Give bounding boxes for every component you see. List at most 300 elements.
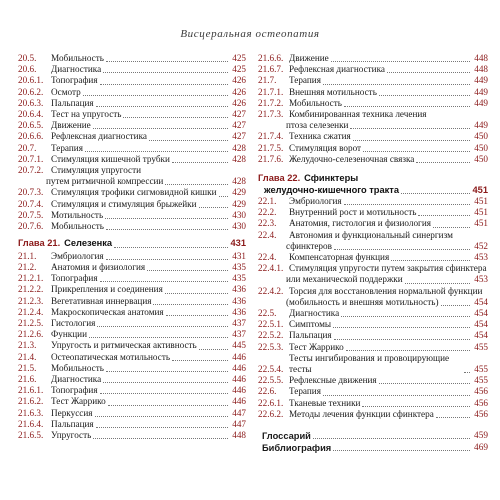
toc-entry-title: Терапия [289, 75, 321, 86]
chapter-label: Глава 21. [18, 238, 61, 249]
toc-entry-title: Диагностика [51, 64, 102, 75]
leader-dots [105, 218, 228, 219]
toc-entry-number: 22.4.1. [258, 263, 284, 274]
toc-entry[interactable] [258, 218, 488, 229]
chapter-heading-line [258, 185, 488, 197]
toc-entry-page: 447 [232, 407, 246, 418]
leader-dots [166, 315, 228, 316]
leader-dots [165, 293, 228, 294]
toc-entry-title: Стимуляция и стимуляция брыжейки [51, 198, 197, 209]
toc-entry-title: (мобильность и внешняя мотильность) [286, 296, 439, 307]
toc-entry[interactable] [18, 64, 246, 75]
toc-entry-number: 22.5. [258, 308, 277, 319]
toc-entry-number: 21.2.2. [18, 284, 44, 295]
toc-entry-page: 451 [474, 207, 488, 218]
leader-dots [334, 249, 470, 250]
toc-entry-page: 426 [232, 97, 246, 108]
toc-entry-number: 22.5.1. [258, 319, 284, 330]
toc-entry-page: 426 [232, 86, 246, 97]
toc-entry-page: 428 [232, 142, 246, 153]
toc-entry[interactable] [258, 120, 488, 131]
toc-entry[interactable] [258, 353, 488, 375]
toc-entry[interactable] [258, 87, 488, 98]
toc-entry-title: Движение [51, 120, 91, 131]
toc-entry-page: 450 [474, 142, 488, 153]
toc-entry[interactable] [18, 296, 246, 307]
leader-dots [433, 227, 470, 228]
toc-entry[interactable] [18, 430, 246, 441]
toc-entry-title: Тканевые техники [289, 397, 361, 408]
toc-entry-title: Желудочно-селезеночная связка [289, 153, 415, 164]
toc-entry-title: Диагностика [51, 373, 102, 384]
toc-entry[interactable] [18, 340, 246, 351]
leader-dots [344, 204, 470, 205]
toc-entry[interactable] [258, 263, 488, 274]
toc-entry-page: 427 [232, 120, 246, 131]
toc-entry-page: 427 [232, 109, 246, 120]
toc-entry[interactable] [258, 196, 488, 207]
toc-entry-title: Терапия [51, 142, 83, 153]
chapter-title-continued: желудочно-кишечного тракта [264, 184, 400, 195]
leader-dots [333, 327, 470, 328]
toc-entry[interactable] [18, 374, 246, 385]
toc-entry[interactable] [258, 207, 488, 218]
toc-entry-number: 21.3. [18, 340, 37, 351]
leader-dots [353, 140, 470, 141]
backmatter-title: Глоссарий [262, 431, 311, 442]
toc-entry-page: 449 [474, 120, 488, 131]
toc-entry-page: 446 [232, 396, 246, 407]
leader-dots [149, 140, 228, 141]
toc-entry[interactable] [18, 143, 246, 154]
toc-entry-page: 448 [232, 430, 246, 440]
toc-entry-title: Тест на упругость [51, 109, 122, 120]
toc-entry-number: 21.5. [18, 362, 37, 373]
toc-entry[interactable] [18, 87, 246, 98]
toc-entry-number: 21.7.6. [258, 153, 284, 164]
toc-entry-number: 21.6.6. [258, 53, 284, 63]
section-spacer [258, 420, 488, 430]
leader-dots [464, 372, 470, 373]
toc-entry[interactable] [18, 419, 246, 430]
toc-entry-number: 22.2. [258, 207, 277, 218]
toc-entry-title: Пальпация [289, 330, 332, 341]
toc-entry-page: 454 [474, 296, 488, 307]
leader-dots [114, 247, 228, 248]
toc-entry-title: Прикрепления и соединения [51, 284, 163, 295]
toc-entry[interactable] [258, 241, 488, 252]
toc-entry-page: 451 [474, 196, 488, 207]
toc-entry-number: 21.6.4. [18, 418, 44, 429]
leader-dots [363, 151, 470, 152]
leader-dots [123, 117, 228, 118]
toc-entry[interactable] [18, 221, 246, 232]
toc-entry[interactable] [18, 131, 246, 142]
toc-entry-page: 454 [474, 319, 488, 330]
toc-entry-title: Рефлексная диагностика [51, 131, 147, 142]
toc-entry-page: 425 [232, 53, 246, 63]
toc-entry-page: 448 [474, 53, 488, 63]
leader-dots [346, 350, 470, 351]
toc-entry-number: 20.7.3. [18, 187, 44, 198]
toc-entry-number: 21.6.7. [258, 64, 284, 75]
toc-entry[interactable] [18, 273, 246, 284]
leader-dots [219, 196, 228, 197]
leader-dots [323, 395, 470, 396]
toc-entry-title: Стимуляция упругости [51, 165, 142, 176]
toc-entry-title: Терапия [289, 386, 321, 397]
toc-entry-title: Анатомия и физиология [51, 261, 146, 272]
leader-dots [96, 427, 228, 428]
toc-entry-title: Стимуляция трофики сигмовидной кишки [51, 187, 217, 198]
leader-dots [416, 162, 470, 163]
chapter-label: Глава 22. [258, 173, 301, 184]
toc-entry[interactable] [18, 385, 246, 396]
toc-entry-title: Компенсаторная функция [289, 252, 390, 263]
leader-dots [103, 72, 228, 73]
chapter-heading[interactable] [258, 173, 488, 196]
toc-entry[interactable] [18, 53, 246, 64]
toc-entry-number: 20.6.3. [18, 97, 44, 108]
leader-dots [100, 393, 228, 394]
toc-entry-number: 21.7.4. [258, 131, 284, 142]
leader-dots [313, 438, 470, 439]
backmatter-entry[interactable] [258, 430, 488, 442]
toc-entry-number: 20.7.1. [18, 153, 44, 164]
toc-entry[interactable] [258, 286, 488, 297]
toc-entry-title: Мобильность [51, 362, 104, 373]
toc-entry-page: 449 [474, 75, 488, 86]
toc-entry[interactable] [258, 252, 488, 263]
toc-entry-number: 20.7.5. [18, 209, 44, 220]
toc-entry-page: 450 [474, 131, 488, 142]
leader-dots [93, 128, 228, 129]
toc-entry-title: Гистология [51, 317, 96, 328]
toc-entry-title: Упругость [51, 430, 92, 440]
leader-dots [199, 349, 228, 350]
toc-entry-number: 22.6. [258, 386, 277, 397]
toc-entry-title: Мотильность [51, 209, 104, 220]
toc-entry-title: Тест Жаррико [51, 396, 106, 407]
toc-entry-title: Техника сжатия [289, 131, 351, 142]
toc-entry-page: 453 [474, 274, 488, 285]
toc-entry[interactable] [18, 251, 246, 262]
toc-entry-title: Мобильность [51, 221, 104, 232]
toc-entry[interactable] [258, 319, 488, 330]
leader-dots [350, 128, 470, 129]
leader-dots [106, 61, 228, 62]
leader-dots [93, 438, 228, 439]
leader-dots [97, 326, 228, 327]
toc-entry-title: или механической поддержки [286, 274, 403, 285]
toc-entry[interactable] [258, 274, 488, 285]
toc-entry[interactable] [18, 210, 246, 221]
toc-entry-page: 436 [232, 284, 246, 295]
leader-dots [106, 371, 228, 372]
toc-entry[interactable] [18, 75, 246, 86]
toc-entry-title: Стимуляция кишечной трубки [51, 153, 170, 164]
toc-entry-page: 430 [232, 221, 246, 232]
toc-entry[interactable] [18, 284, 246, 295]
leader-dots [89, 337, 228, 338]
toc-entry-title: Топография [51, 273, 98, 284]
leader-dots [172, 360, 228, 361]
toc-entry-title: Автономия и функциональный синергизм [289, 229, 453, 240]
toc-entry[interactable] [18, 176, 246, 187]
toc-entry-page: 456 [474, 408, 488, 419]
toc-entry-number: 21.2.3. [18, 295, 44, 306]
toc-entry[interactable] [258, 375, 488, 386]
leader-dots [436, 417, 470, 418]
toc-entry[interactable] [258, 109, 488, 120]
toc-entry-number: 20.6.1. [18, 75, 44, 86]
toc-entry-title: Вегетативная иннервация [51, 295, 152, 306]
toc-entry-number: 22.4. [258, 252, 277, 263]
toc-entry[interactable] [18, 363, 246, 374]
toc-entry[interactable] [258, 398, 488, 409]
toc-entry-page: 425 [232, 64, 246, 75]
toc-entry-number: 20.6.2. [18, 86, 44, 97]
toc-entry-page: 449 [474, 86, 488, 97]
toc-entry-title: Диагностика [289, 308, 340, 319]
toc-entry-title: Осмотр [51, 86, 81, 97]
toc-entry-page: 452 [474, 240, 488, 251]
toc-entry-page: 437 [232, 329, 246, 340]
toc-entry-title: Мобильность [289, 97, 342, 108]
toc-entry-title: Внутренний рост и мотильность [289, 207, 417, 218]
toc-entry[interactable] [258, 98, 488, 109]
toc-entry-number: 21.1. [18, 250, 37, 261]
toc-entry-page: 455 [474, 375, 488, 386]
toc-entry[interactable] [18, 408, 246, 419]
toc-entry-number: 21.7.1. [258, 86, 284, 97]
toc-entry[interactable] [18, 396, 246, 407]
toc-entry-page: 454 [474, 308, 488, 319]
toc-entry-title: Тест Жаррико [289, 341, 344, 352]
toc-entry-page: 456 [474, 386, 488, 397]
toc-entry[interactable] [258, 230, 488, 241]
toc-entry[interactable] [18, 262, 246, 273]
toc-entry[interactable] [18, 352, 246, 363]
toc-entry[interactable] [18, 318, 246, 329]
toc-entry-page: 428 [232, 153, 246, 164]
toc-entry-title: Внешняя мотильность [289, 86, 377, 97]
leader-dots [341, 316, 470, 317]
toc-entry-title: Пальпация [51, 97, 94, 108]
backmatter-entry[interactable] [258, 442, 488, 454]
toc-entry[interactable] [258, 143, 488, 154]
leader-dots [147, 270, 228, 271]
toc-entry-page: 436 [232, 306, 246, 317]
toc-entry-number: 20.6.6. [18, 131, 44, 142]
toc-entry[interactable] [18, 120, 246, 131]
toc-entry-number: 21.4. [18, 351, 37, 362]
toc-entry-number: 21.6.5. [18, 430, 44, 440]
chapter-heading[interactable] [18, 238, 246, 250]
backmatter-page: 459 [474, 431, 488, 442]
toc-entry-number: 21.2.6. [18, 329, 44, 340]
toc-entry-title: птоза селезенки [286, 120, 349, 131]
toc-entry-title: Стимуляция упругости путем закрытия сфинктера [289, 263, 487, 274]
toc-entry-title: Рефлексные движения [289, 375, 377, 386]
leader-dots [100, 281, 228, 282]
leader-dots [323, 84, 470, 85]
toc-entry-page: 446 [232, 351, 246, 362]
toc-entry-title: Макроскопическая анатомия [51, 306, 164, 317]
toc-entry-number: 22.6.2. [258, 408, 284, 419]
toc-entry[interactable] [258, 409, 488, 420]
toc-entry-title: Торсия для восстановления нормальной функции [289, 285, 483, 296]
toc-entry-title: Методы лечения функции сфинктера [289, 408, 434, 419]
toc-entry-title: Эмбриология [289, 196, 342, 207]
toc-entry[interactable] [18, 307, 246, 318]
toc-entry-title: Топография [51, 75, 98, 86]
toc-entry-page: 449 [474, 97, 488, 108]
toc-entry-title: сфинктеров [286, 240, 332, 251]
toc-entry-title: Эмбриология [51, 250, 104, 261]
toc-entry[interactable] [18, 98, 246, 109]
chapter-heading-line [258, 173, 488, 185]
toc-entry[interactable] [258, 386, 488, 397]
toc-entry-page: 426 [232, 75, 246, 86]
toc-entry-number: 22.5.5. [258, 375, 284, 386]
chapter-title: Сфинктеры [304, 173, 359, 184]
leader-dots [165, 184, 228, 185]
toc-entry-page: 428 [232, 176, 246, 187]
leader-dots [153, 304, 228, 305]
toc-entry-number: 21.6.3. [18, 407, 44, 418]
toc-entry-title: Топография [51, 385, 98, 396]
toc-entry[interactable] [18, 187, 246, 198]
leader-dots [103, 382, 228, 383]
leader-dots [441, 305, 470, 306]
toc-entry-title: Пальпация [51, 418, 94, 429]
leader-dots [199, 207, 228, 208]
toc-entry-number: 20.7.6. [18, 221, 44, 232]
toc-entry-page: 446 [232, 373, 246, 384]
toc-entry-page: 437 [232, 317, 246, 328]
leader-dots [83, 95, 228, 96]
toc-entry-page: 429 [232, 187, 246, 198]
leader-dots [362, 406, 470, 407]
toc-entry-number: 21.2.4. [18, 306, 44, 317]
toc-entry[interactable] [258, 131, 488, 142]
toc-entry-page: 427 [232, 131, 246, 142]
toc-entry-number: 22.6.1. [258, 397, 284, 408]
toc-entry-page: 429 [232, 198, 246, 209]
toc-entry-number: 21.7.5. [258, 142, 284, 153]
toc-entry[interactable] [258, 342, 488, 353]
toc-entry-title: Стимуляция ворот [289, 142, 362, 153]
toc-entry-page: 447 [232, 418, 246, 429]
page-header: Висцеральная остеопатия [180, 28, 320, 40]
toc-entry-page: 435 [232, 261, 246, 272]
toc-entry-number: 22.5.2. [258, 330, 284, 341]
backmatter-title: Библиография [262, 443, 332, 454]
toc-entry-page: 431 [232, 250, 246, 261]
toc-entry-page: 436 [232, 295, 246, 306]
toc-entry-page: 448 [474, 64, 488, 75]
toc-entry-title: путем ритмичной компрессии [46, 176, 164, 187]
toc-entry[interactable] [258, 154, 488, 165]
toc-entry-number: 21.7.2. [258, 97, 284, 108]
toc-entry[interactable] [258, 330, 488, 341]
toc-entry-number: 20.6.5. [18, 120, 44, 131]
leader-dots [405, 283, 470, 284]
toc-entry-number: 22.4. [258, 229, 277, 240]
toc-entry-title: Функции [51, 329, 87, 340]
toc-entry-number: 21.6. [18, 373, 37, 384]
toc-entry[interactable] [258, 64, 488, 75]
leader-dots [331, 61, 470, 62]
toc-entry[interactable] [18, 154, 246, 165]
toc-entry-title: Тесты ингибирования и провоцирующие тесты [289, 352, 450, 375]
toc-entry-page: 435 [232, 273, 246, 284]
toc-entry[interactable] [18, 165, 246, 176]
leader-dots [418, 215, 470, 216]
toc-entry-number: 21.2.5. [18, 317, 44, 328]
toc-entry[interactable] [258, 53, 488, 64]
toc-entry-page: 455 [474, 364, 488, 375]
toc-left-column [18, 53, 246, 441]
leader-dots [106, 229, 228, 230]
toc-entry-number: 20.7.2. [18, 165, 44, 176]
toc-entry-number: 22.3. [258, 218, 277, 229]
toc-entry-page: 446 [232, 362, 246, 373]
toc-entry-number: 22.5.4. [258, 364, 284, 375]
toc-entry[interactable] [258, 75, 488, 86]
leader-dots [379, 95, 470, 96]
toc-entry-page: 454 [474, 330, 488, 341]
toc-entry-page: 430 [232, 209, 246, 220]
leader-dots [391, 260, 470, 261]
toc-entry-number: 22.4.2. [258, 285, 284, 296]
toc-entry-page: 451 [474, 218, 488, 229]
toc-entry-number: 20.5. [18, 53, 37, 63]
toc-entry-number: 22.5.3. [258, 341, 284, 352]
toc-entry-title: Остеопатическая мотильность [51, 351, 171, 362]
leader-dots [106, 259, 228, 260]
toc-entry[interactable] [258, 308, 488, 319]
leader-dots [334, 339, 470, 340]
toc-entry-page: 445 [232, 340, 246, 351]
leader-dots [108, 405, 228, 406]
toc-entry-page: 453 [474, 252, 488, 263]
toc-entry-title: Анатомия, гистология и физиология [289, 218, 431, 229]
leader-dots [96, 106, 228, 107]
toc-entry-title: Движение [289, 53, 329, 63]
toc-entry-title: Рефлексная диагностика [289, 64, 385, 75]
chapter-page: 431 [230, 238, 246, 249]
leader-dots [100, 84, 228, 85]
toc-entry-title: Симптомы [289, 319, 332, 330]
leader-dots [387, 72, 470, 73]
toc-entry-title: Упругость и ритмическая активность [51, 340, 197, 351]
toc-entry[interactable] [18, 199, 246, 210]
toc-entry-number: 22.1. [258, 196, 277, 207]
toc-entry-number: 21.7.3. [258, 109, 284, 120]
toc-entry-number: 21.7. [258, 75, 277, 86]
toc-entry-number: 20.7. [18, 142, 37, 153]
leader-dots [344, 106, 470, 107]
leader-dots [172, 162, 228, 163]
toc-entry-page: 456 [474, 397, 488, 408]
toc-entry-number: 21.2. [18, 261, 37, 272]
toc-entry[interactable] [18, 329, 246, 340]
toc-entry[interactable] [18, 109, 246, 120]
toc-right-column [258, 53, 488, 454]
toc-entry[interactable] [258, 297, 488, 308]
